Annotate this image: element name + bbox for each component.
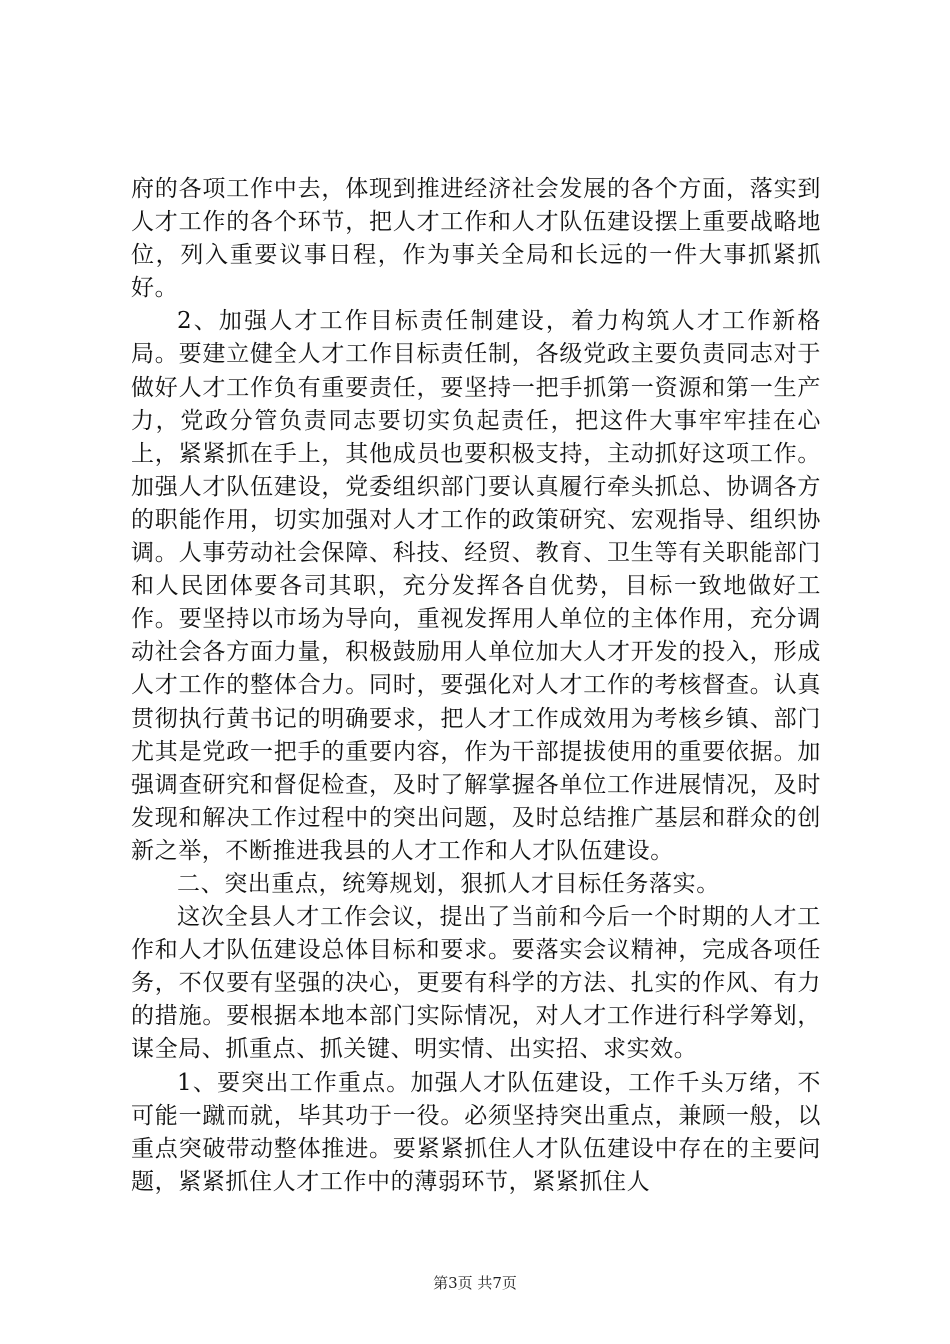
section-heading-two: 二、突出重点，统筹规划，狠抓人才目标任务落实。 [177,870,720,897]
paragraph-continuation: 府的各项工作中去，体现到推进经济社会发展的各个方面，落实到人才工作的各个环节，把人才工作和人才队伍建设摆上重要战略地位，列入重要议事日程，作为事关全局和长远的一件大事抓紧抓好。 [131,176,821,302]
paragraph-meeting-goals: 这次全县人才工作会议，提出了当前和今后一个时期的人才工作和人才队伍建设总体目标和要求。要落实会议精神，完成各项任务，不仅要有坚强的决心，更要有科学的方法、扎实的作风、有力的措施。要根据本地本部门实际情况，对人才工作进行科学筹划，谋全局、抓重点、抓关键、明实情、出实招、求实效。 [131,904,821,1063]
paragraph-work-focus: 1、要突出工作重点。加强人才队伍建设，工作千头万绪，不可能一蹴而就，毕其功于一役。必须坚持突出重点，兼顾一般，以重点突破带动整体推进。要紧紧抓住人才队伍建设中存在的主要问题，紧紧抓住人才工作中的薄弱环节，紧紧抓住人 [131,1069,821,1195]
page-number-footer: 第3页 共7页 [433,1274,517,1292]
paragraph-target-responsibility: 2、加强人才工作目标责任制建设，着力构筑人才工作新格局。要建立健全人才工作目标责任制，各级党政主要负责同志对于做好人才工作负有重要责任，要坚持一把手抓第一资源和第一生产力，党政分管负责同志要切实负起责任，把这件大事牢牢挂在心上，紧紧抓在手上，其他成员也要积极支持，主动抓好这项工作。加强人才队伍建设，党委组织部门要认真履行牵头抓总、协调各方的职能作用，切实加强对人才工作的政策研究、宏观指导、组织协调。人事劳动社会保障、科技、经贸、教育、卫生等有关职能部门和人民团体要各司其职，充分发挥各自优势，目标一致地做好工作。要坚持以市场为导向，重视发挥用人单位的主体作用，充分调动社会各方面力量，积极鼓励用人单位加大人才开发的投入，形成人才工作的整体合力。同时，要强化对人才工作的考核督查。认真贯彻执行黄书记的明确要求，把人才工作成效用为考核乡镇、部门尤其是党政一把手的重要内容，作为干部提拔使用的重要依据。加强调查研究和督促检查，及时了解掌握各单位工作进展情况，及时发现和解决工作过程中的突出问题，及时总结推广基层和群众的创新之举，不断推进我县的人才工作和人才队伍建设。 [131,308,821,864]
document-body [131,173,821,1199]
